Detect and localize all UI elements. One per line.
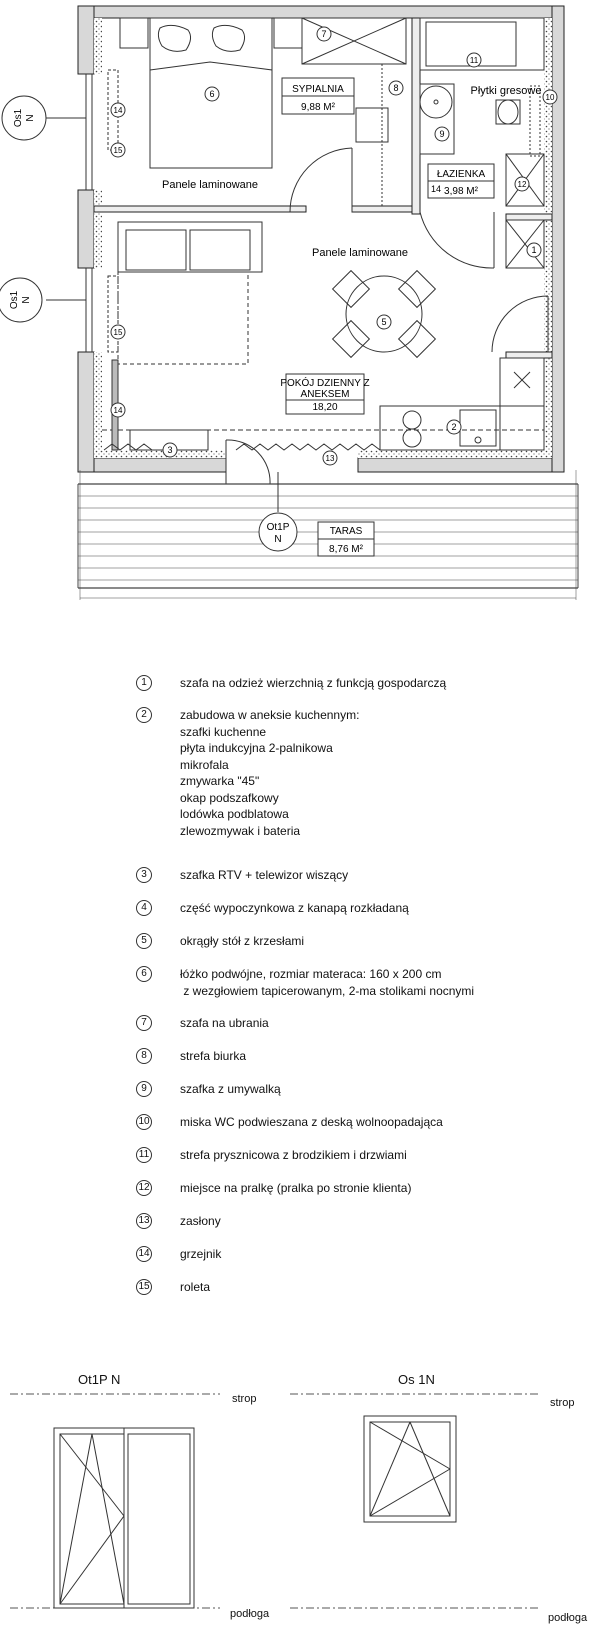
svg-text:Ot1P: Ot1P (266, 522, 290, 533)
legend-text: okrągły stół z krzesłami (180, 934, 305, 948)
legend-number: 15 (136, 1279, 152, 1295)
floor-label-plytki: Płytki gresowe (470, 85, 542, 97)
marker-5 (377, 315, 391, 329)
marker-15-living (111, 325, 125, 339)
marker-6 (205, 87, 219, 101)
legend-number: 2 (136, 707, 152, 723)
room-label-taras (318, 522, 374, 556)
legend-number: 7 (136, 1015, 152, 1031)
marker-9 (435, 127, 449, 141)
bathroom (420, 18, 544, 268)
legend-text: strefa biurka (180, 1049, 247, 1063)
svg-text:Os1: Os1 (9, 290, 20, 310)
legend-number: 10 (136, 1114, 152, 1130)
svg-text:14: 14 (113, 106, 123, 115)
svg-text:ANEKSEM: ANEKSEM (300, 389, 350, 400)
svg-text:2: 2 (451, 422, 457, 432)
room-label-pokoj (280, 374, 369, 414)
svg-text:N: N (21, 296, 32, 304)
legend-text: roleta (180, 1280, 211, 1294)
window-tag-os1-upper (2, 96, 46, 140)
svg-text:POKÓJ DZIENNY Z: POKÓJ DZIENNY Z (280, 378, 370, 389)
marker-14-bedroom (111, 103, 125, 117)
legend-text: łóżko podwójne, rozmiar materaca: 160 x 200 cm z wezgłowiem tapicerowanym, 2-ma stolikami nocnymi (180, 967, 475, 998)
legend-text: miska WC podwieszana z deską wolnoopadająca (180, 1115, 443, 1129)
legend-number: 3 (136, 867, 152, 883)
marker-10 (543, 90, 557, 104)
podloga-label-os1: podłoga (548, 1612, 588, 1624)
legend-text: szafka z umywalką (180, 1082, 281, 1096)
floor-label-panele-1: Panele laminowane (161, 179, 259, 191)
svg-text:5: 5 (381, 317, 387, 327)
legend-text: strefa prysznicowa z brodzikiem i drzwiami (180, 1148, 407, 1162)
window-tag-ot1p (259, 513, 297, 551)
legend-text: szafa na ubrania (180, 1016, 269, 1030)
marker-15-bedroom (111, 143, 125, 157)
legend-number: 9 (136, 1081, 152, 1097)
legend-text: szafka RTV + telewizor wiszący (180, 868, 349, 882)
legend-text: zabudowa w aneksie kuchennym: szafki kuchenne płyta indukcyjna 2-palnikowa mikrofala zmywarka "45" okap podszafkowy lodówka podblatowa zlewozmywak i bateria (180, 708, 360, 838)
level-lines (10, 1394, 540, 1608)
svg-text:Os1: Os1 (13, 108, 24, 128)
svg-text:3: 3 (167, 445, 173, 455)
marker-3 (163, 443, 177, 457)
podloga-label-ot1p: podłoga (230, 1608, 270, 1620)
svg-text:13: 13 (325, 454, 335, 463)
svg-text:7: 7 (321, 29, 327, 39)
legend-number: 4 (136, 900, 152, 916)
legend-number: 13 (136, 1213, 152, 1229)
marker-13 (323, 451, 337, 465)
svg-text:9,88 M²: 9,88 M² (301, 102, 335, 113)
window-os1 (364, 1416, 456, 1522)
svg-text:15: 15 (113, 328, 123, 337)
desk-8 (356, 64, 388, 206)
svg-text:8: 8 (393, 83, 399, 93)
svg-text:11: 11 (469, 56, 479, 65)
window-elevations (0, 1370, 600, 1629)
elevation-title-os1: Os 1N (398, 1372, 435, 1387)
marker-1 (527, 243, 541, 257)
room-label-sypialnia (282, 78, 354, 114)
svg-text:14: 14 (113, 406, 123, 415)
window-tag-os1-lower (0, 278, 42, 322)
legend-number: 1 (136, 675, 152, 691)
legend-text: miejsce na pralkę (pralka po stronie klienta) (180, 1181, 412, 1195)
legend-text: część wypoczynkowa z kanapą rozkładaną (180, 901, 409, 915)
marker-14-bathroom (431, 184, 441, 194)
strop-label-os1: strop (550, 1397, 575, 1409)
legend-number: 12 (136, 1180, 152, 1196)
legend-number: 5 (136, 933, 152, 949)
svg-text:8,76 M²: 8,76 M² (329, 544, 363, 555)
svg-text:1: 1 (531, 245, 537, 255)
wardrobe-7 (302, 18, 406, 64)
legend-text: szafa na odzież wierzchnią z funkcją gospodarczą (180, 676, 447, 690)
floor-label-panele-2: Panele laminowane (311, 247, 409, 259)
strop-label-ot1p: strop (232, 1393, 257, 1405)
svg-text:18,20: 18,20 (312, 402, 338, 413)
legend-number: 8 (136, 1048, 152, 1064)
svg-text:12: 12 (517, 180, 527, 189)
marker-14-living (111, 403, 125, 417)
marker-11 (467, 53, 481, 67)
svg-text:TARAS: TARAS (329, 526, 363, 537)
svg-text:14: 14 (430, 184, 442, 194)
elevation-drawings (0, 1370, 600, 1629)
legend-number: 11 (136, 1147, 152, 1163)
svg-text:N: N (274, 534, 282, 545)
legend-number: 14 (136, 1246, 152, 1262)
floor-plan (0, 0, 600, 625)
svg-text:N: N (25, 114, 36, 122)
svg-text:ŁAZIENKA: ŁAZIENKA (436, 169, 486, 180)
svg-text:9: 9 (439, 129, 445, 139)
legend-number: 6 (136, 966, 152, 982)
elevation-title-ot1p: Ot1P N (78, 1372, 121, 1387)
svg-text:10: 10 (545, 93, 555, 102)
svg-text:SYPIALNIA: SYPIALNIA (292, 84, 344, 95)
marker-12 (515, 177, 529, 191)
legend-text: grzejnik (180, 1247, 222, 1261)
table-5 (333, 271, 436, 358)
door-ot1p (54, 1428, 194, 1608)
legend-text: zasłony (180, 1214, 221, 1228)
marker-7 (317, 27, 331, 41)
svg-text:3,98 M²: 3,98 M² (444, 186, 478, 197)
svg-text:6: 6 (209, 89, 215, 99)
marker-2 (447, 420, 461, 434)
marker-8 (389, 81, 403, 95)
svg-text:15: 15 (113, 146, 123, 155)
sofa-4 (118, 222, 262, 364)
